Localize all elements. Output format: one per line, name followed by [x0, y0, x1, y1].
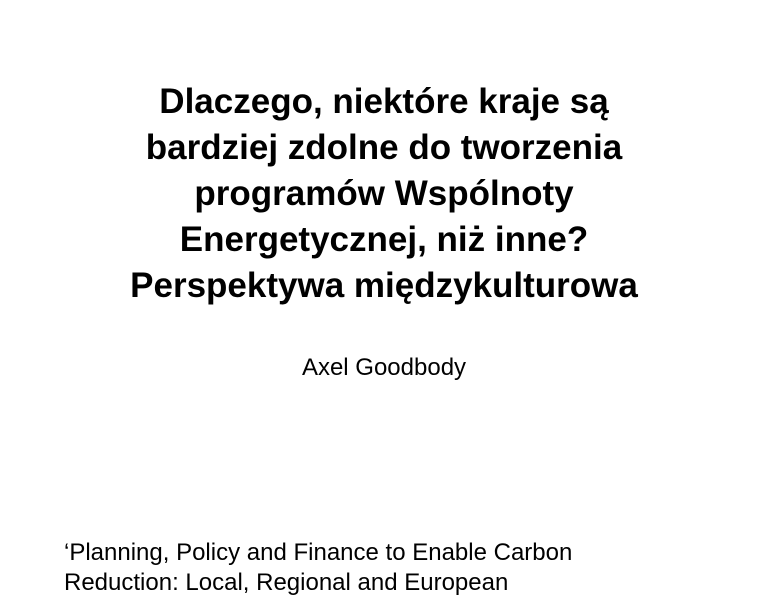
subtitle-line-2: Reduction: Local, Regional and European [64, 569, 509, 596]
subtitle-line-1: ‘Planning, Policy and Finance to Enable Carbon [64, 539, 573, 566]
title-line-3: programów Wspólnoty [194, 174, 574, 213]
title-line-1: Dlaczego, niektóre kraje są [159, 82, 609, 121]
slide-subtitle [64, 538, 744, 598]
title-line-4: Energetycznej, niż inne? [179, 220, 589, 259]
title-line-2: bardziej zdolne do tworzenia [145, 128, 623, 167]
slide-title [0, 79, 768, 309]
title-line-5: Perspektywa międzykulturowa [130, 266, 638, 305]
author-name: Axel Goodbody [301, 354, 467, 381]
